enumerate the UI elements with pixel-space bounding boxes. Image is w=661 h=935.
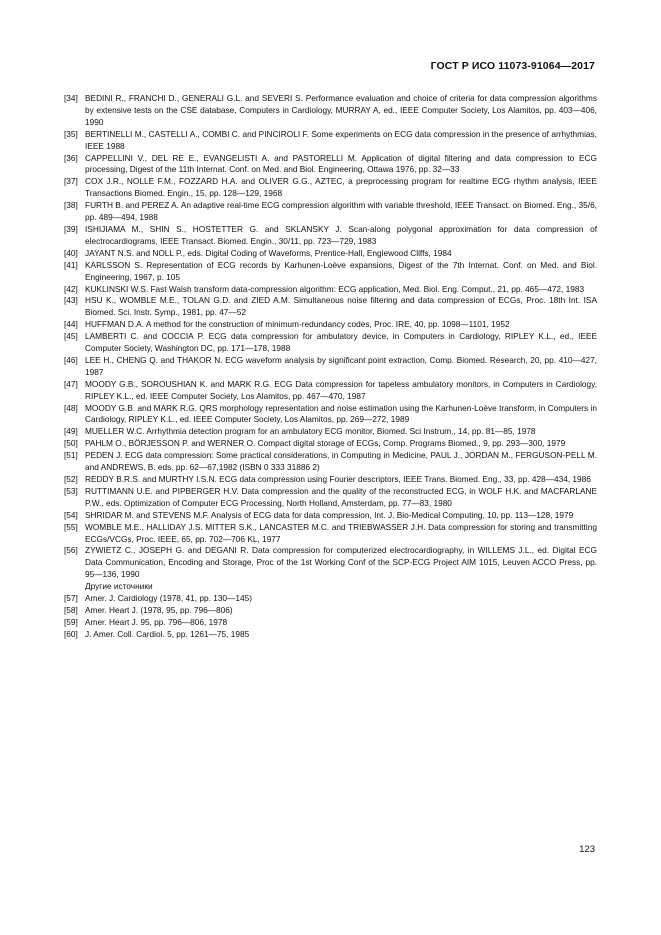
reference-item — [64, 379, 597, 403]
reference-item — [64, 284, 597, 296]
main-references — [64, 93, 597, 581]
reference-item — [64, 426, 597, 438]
reference-item — [64, 176, 597, 200]
reference-text: PAHLM O., BÖRJESSON P. and WERNER O. Compact digital storage of ECGs, Comp. Programs Biomed., 9, pp. 293—300, 1979 — [85, 438, 566, 449]
reference-text: REDDY B.R.S. and MURTHY I.S.N. ECG data compression using Fourier descriptors, IEEE Trans. Biomed. Eng., 33, pp. 428—434, 1986 — [85, 474, 591, 484]
reference-item — [64, 438, 597, 450]
reference-item — [64, 331, 597, 355]
reference-number: [41] — [64, 259, 78, 270]
reference-text: ZYWIETZ C., JOSEPH G. and DEGANI R. Data compression for computerized electrocardiography, in WILLEMS J.L., ed. Digital ECG Data Communication, Encoding and Storage, Proc of the 1st Working Conf of the SCP-ECG Project AIM 1015, Leuven ACCO Press, pp. 95—136, 1990 — [85, 545, 597, 580]
reference-text: KUKLINSKI W.S. Fast Walsh transform data-compression algorithm: ECG application, Med. Biol. Eng. Comput., 21, pp. 465—472, 1983 — [85, 283, 585, 294]
reference-number: [54] — [64, 509, 78, 520]
reference-text: MUELLER W.C. Arrhythmia detection program for an ambulatory ECG monitor, Biomed. Sci Instrum., 14, pp. 81—85, 1978 — [85, 426, 536, 437]
reference-number: [51] — [64, 450, 78, 461]
reference-number: [53] — [64, 485, 78, 496]
reference-item — [64, 260, 597, 284]
reference-number: [56] — [64, 545, 78, 556]
reference-number: [57] — [64, 593, 78, 604]
reference-number: [58] — [64, 604, 78, 615]
reference-number: [45] — [64, 331, 78, 342]
reference-item — [64, 617, 597, 629]
reference-text: Amer. Heart J. 95, pp. 796—806, 1978 — [85, 616, 228, 627]
reference-text: PEDEN J. ECG data compression: Some practical considerations, in Computing in Medicine, PAUL J., JORDAN M., FERGUSON-PELL M. and ANDREWS, B. eds. pp. 62—67,1982 (ISBN 0 333 31886 2) — [85, 450, 597, 473]
reference-item — [64, 319, 597, 331]
reference-text: J. Amer. Coll. Cardiol. 5, pp. 1261—75, 1985 — [85, 628, 250, 639]
reference-number: [43] — [64, 295, 78, 306]
reference-number: [52] — [64, 474, 78, 484]
reference-number: [60] — [64, 628, 78, 639]
reference-item — [64, 605, 597, 617]
reference-item — [64, 522, 597, 546]
reference-text: HSU K., WOMBLE M.E., TOLAN G.D. and ZIED A.M. Simultaneous noise filtering and data compression of ECGs, Proc. 18th Int. ISA Biomed. Sci. Instr. Symp., 1981, pp. 47—52 — [85, 295, 597, 318]
reference-text: HUFFMAN D.A. A method for the construction of minimum-redundancy codes, Proc. IRE, 40, pp. 1098—1101, 1952 — [85, 319, 510, 330]
reference-text: FURTH B. and PEREZ A. An adaptive real-time ECG compression algorithm with variable threshold, IEEE Transact. on Biomed. Eng., 35/6, pp. 489—494, 1988 — [85, 200, 597, 223]
reference-item — [64, 450, 597, 474]
reference-number: [55] — [64, 521, 78, 532]
reference-number: [42] — [64, 283, 78, 294]
bibliography-list — [64, 93, 597, 641]
reference-text: WOMBLE M.E., HALLIDAY J.S. MITTER S.K., LANCASTER M.C. and TRIEBWASSER J.H. Data compression for storing and transmitting ECGs/VCGs, Proc. IEEE, 65, pp. 702—706 KL, 1977 — [85, 521, 597, 544]
reference-number: [38] — [64, 200, 78, 211]
reference-text: Amer. J. Cardiology (1978, 41, pp. 130—145) — [85, 593, 252, 604]
reference-number: [36] — [64, 152, 78, 163]
reference-text: MOODY G.B., SOROUSHIAN K. and MARK R.G. ECG Data compression for tapeless ambulatory monitors, in Computers in Cardiology, RIPLEY K.L., ed. IEEE Computer Society, Los Alamitos, pp. 467—470, 1987 — [85, 378, 597, 401]
reference-item — [64, 355, 597, 379]
reference-text: BERTINELLI M., CASTELLI A., COMBI C. and PINCIROLI F. Some experiments on ECG data compression in the presence of arrhythmias, IEEE 1988 — [85, 128, 597, 151]
reference-item — [64, 510, 597, 522]
reference-text: RUTTIMANN U.E. and PIPBERGER H.V. Data compression and the quality of the reconstructed ECG, in WOLF H.K. and MACFARLANE P.W., eds. Optimization of Computer ECG Processing, North Holland, Amsterdam, pp. 77—83, 1980 — [85, 485, 597, 508]
reference-number: [50] — [64, 438, 78, 449]
reference-number: [44] — [64, 319, 78, 330]
reference-item — [64, 93, 597, 129]
reference-number: [37] — [64, 176, 78, 187]
reference-number: [39] — [64, 223, 78, 234]
reference-item — [64, 295, 597, 319]
reference-item — [64, 403, 597, 427]
reference-item — [64, 153, 597, 177]
reference-number: [34] — [64, 93, 78, 103]
reference-number: [40] — [64, 247, 78, 258]
reference-item — [64, 224, 597, 248]
other-references — [64, 593, 597, 641]
reference-text: JAYANT N.S. and NOLL P., eds. Digital Coding of Waveforms, Prentice-Hall, Englewood Cliffs, 1984 — [85, 247, 452, 258]
reference-item — [64, 545, 597, 581]
other-sources-heading: Другие источники — [85, 581, 153, 592]
reference-item — [64, 486, 597, 510]
reference-text: BEDINI R., FRANCHI D., GENERALI G.L. and SEVERI S. Performance evaluation and choice of criteria for data compression algorithms by extensive tests on the CSE database, Computers in Cardiology, MURRAY A, ed., IEEE Computer Society, Los Alamitos, pp. 403—406, 1990 — [85, 93, 597, 127]
reference-text: ISHIJIAMA M., SHIN S., HOSTETTER G. and SKLANSKY J. Scan-along polygonal approximation for data compression of electrocardiograms, IEEE Transact. Biomed. Engin., 30/11, pp. 723—729, 1983 — [85, 223, 597, 246]
reference-item — [64, 474, 597, 486]
reference-text: COX J.R., NOLLE F.M., FOZZARD H.A. and OLIVER G.G., AZTEC, a preprocessing program for realtime ECG rhythm analysis, IEEE Transactions Biomed. Engin., 15, pp. 128—129, 1968 — [85, 176, 597, 199]
standard-header: ГОСТ Р ИСО 11073-91064—2017 — [430, 60, 595, 72]
reference-text: LEE H., CHENG Q. and THAKOR N. ECG waveform analysis by significant point extraction, Comp. Biomed. Research, 20, pp. 410—427, 1987 — [85, 354, 597, 377]
reference-text: Amer. Heart J. (1978, 95, pp. 796—806) — [85, 604, 233, 615]
page-number: 123 — [579, 844, 595, 855]
reference-item — [64, 129, 597, 153]
reference-item — [64, 593, 597, 605]
reference-item — [64, 629, 597, 641]
reference-text: CAPPELLINI V., DEL RE E., EVANGELISTI A. and PASTORELLI M. Application of digital filtering and data compression to ECG processing, Digest of the 11th Internat. Conf. on Med. and Biol. Engineering, Ottawa 1976, pp. 32—33 — [85, 152, 597, 175]
reference-number: [48] — [64, 402, 78, 413]
reference-number: [46] — [64, 354, 78, 365]
reference-number: [35] — [64, 128, 78, 139]
reference-item — [64, 200, 597, 224]
reference-number: [59] — [64, 616, 78, 627]
reference-text: SHRIDAR M. and STEVENS M.F. Analysis of ECG data for data compression, Int. J. Bio-Medical Computing, 10, pp. 113—128, 1979 — [85, 509, 574, 520]
reference-text: LAMBERTI C. and COCCIA P. ECG data compression for ambulatory device, in Computers in Cardiology, RIPLEY K.L., ed., IEEE Computer Society, Washington DC, pp. 171—178, 1988 — [85, 331, 597, 354]
reference-text: KARLSSON S. Representation of ECG records by Karhunen-Loève expansions, Digest of the 7th Internat. Conf. on Med. and Biol. Engineering, 1967, p. 105 — [85, 259, 597, 282]
reference-number: [49] — [64, 426, 78, 437]
reference-text: MOODY G.B. and MARK R.G. QRS morphology representation and noise estimation using the Karhunen-Loève transform, in Computers in Cardiology, RIPLEY K.L., ed. IEEE Computer Society, Los Alamitos, pp. 269—272, 1989 — [85, 402, 597, 425]
reference-number: [47] — [64, 378, 78, 389]
reference-item — [64, 248, 597, 260]
